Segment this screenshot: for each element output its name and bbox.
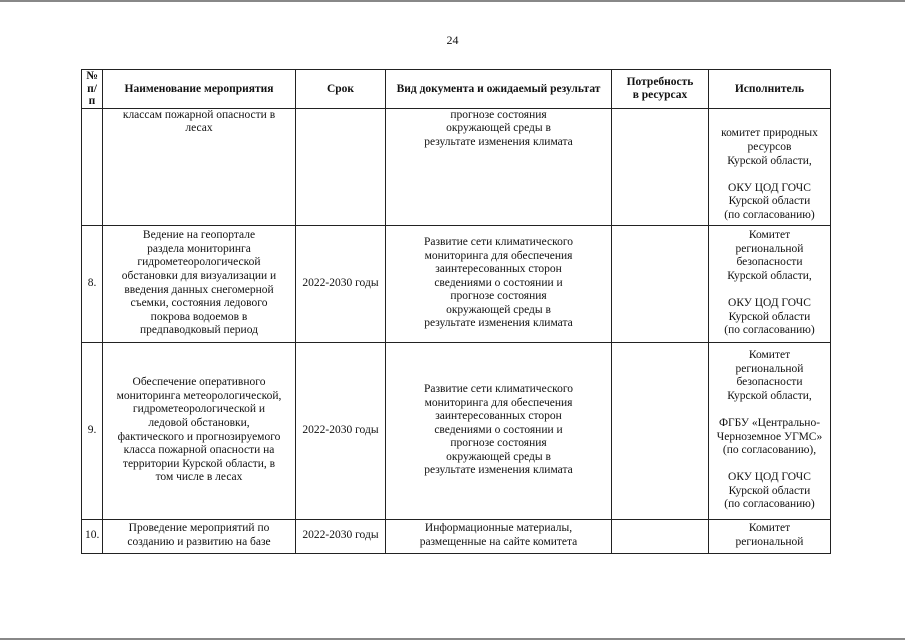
header-num: № п/п [82, 70, 103, 109]
header-need: Потребность в ресурсах [612, 70, 709, 109]
row-result: прогнозе состояния окружающей среды в результате изменения климата [386, 108, 612, 225]
page-number: 24 [446, 33, 459, 47]
row-executor: Комитет региональной безопасности Курской области, ОКУ ЦОД ГОЧС Курской области (по согласованию) [709, 225, 831, 342]
row-executor: комитет природных ресурсов Курской области, ОКУ ЦОД ГОЧС Курской области (по согласованию) [709, 108, 831, 225]
row-result: Развитие сети климатического мониторинга для обеспечения заинтересованных сторон сведениями о состоянии и прогнозе состояния окружающей среды в результате изменения климата [386, 225, 612, 342]
table-row [82, 225, 831, 342]
row-name: Проведение мероприятий по созданию и развитию на базе [103, 519, 296, 553]
row-need [612, 108, 709, 225]
header-name: Наименование мероприятия [103, 70, 296, 109]
row-executor: Комитет региональной безопасности Курской области, ФГБУ «Центрально- Черноземное УГМС» (по согласованию), ОКУ ЦОД ГОЧС Курской области (по согласованию) [709, 342, 831, 519]
header-term: Срок [296, 70, 386, 109]
measures-table [81, 69, 831, 554]
row-result: Информационные материалы, размещенные на сайте комитета [386, 519, 612, 553]
table-header-row [82, 70, 831, 109]
row-term: 2022-2030 годы [296, 519, 386, 553]
row-num: 8. [82, 225, 103, 342]
row-name: Обеспечение оперативного мониторинга метеорологической, гидрометеорологической и ледовой обстановки, фактического и прогнозируемого класса пожарной опасности на территории Курской области, в том числе в лесах [103, 342, 296, 519]
scan-edge-top [0, 0, 905, 2]
row-num: 10. [82, 519, 103, 553]
row-name: Ведение на геопортале раздела мониторинга гидрометеорологической обстановки для визуализации и введения данных снегомерной съемки, состояния ледового покрова водоемов в предпаводковый период [103, 225, 296, 342]
row-need [612, 342, 709, 519]
header-result: Вид документа и ожидаемый результат [386, 70, 612, 109]
row-num [82, 108, 103, 225]
row-need [612, 225, 709, 342]
row-need [612, 519, 709, 553]
row-name: классам пожарной опасности в лесах [103, 108, 296, 225]
table-row [82, 342, 831, 519]
row-num: 9. [82, 342, 103, 519]
row-result: Развитие сети климатического мониторинга для обеспечения заинтересованных сторон сведениями о состоянии и прогнозе состояния окружающей среды в результате изменения климата [386, 342, 612, 519]
header-executor: Исполнитель [709, 70, 831, 109]
row-executor: Комитет региональной [709, 519, 831, 553]
row-term: 2022-2030 годы [296, 225, 386, 342]
table-row [82, 519, 831, 553]
table-row [82, 108, 831, 225]
row-term: 2022-2030 годы [296, 342, 386, 519]
row-term [296, 108, 386, 225]
